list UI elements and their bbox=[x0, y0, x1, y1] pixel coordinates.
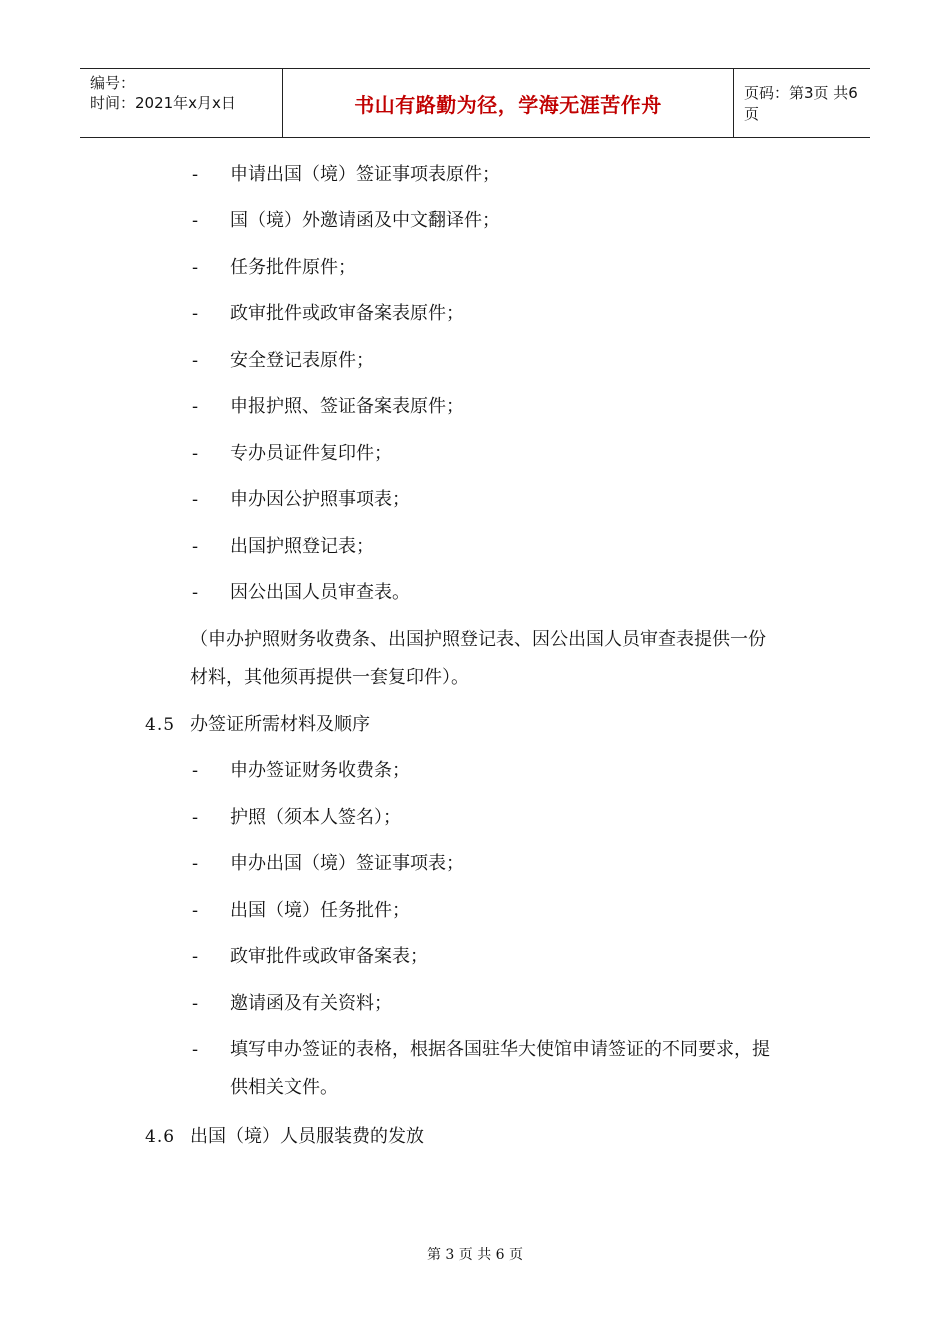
list-item: 出国护照登记表； bbox=[230, 536, 374, 557]
page-header bbox=[80, 68, 870, 138]
list-item: 出国（境）任务批件； bbox=[230, 900, 410, 921]
list-item: 因公出国人员审查表。 bbox=[230, 582, 410, 603]
header-page-info: 页码：第3页 共6页 bbox=[744, 84, 858, 123]
list-item: 护照（须本人签名）； bbox=[230, 807, 401, 828]
list-item: 申办出国（境）签证事项表； bbox=[230, 853, 464, 874]
header-meta bbox=[80, 69, 282, 137]
page-footer: 第 3 页 共 6 页 bbox=[426, 1247, 524, 1263]
list-bullet: - bbox=[192, 443, 199, 464]
list-item: 安全登记表原件； bbox=[230, 350, 374, 371]
list-item: 任务批件原件； bbox=[230, 257, 356, 278]
list-item: 政审批件或政审备案表； bbox=[230, 946, 428, 967]
list-item: 邀请函及有关资料； bbox=[230, 993, 392, 1014]
document-number-label: 编号： bbox=[90, 74, 136, 92]
section-title: 出国（境）人员服装费的发放 bbox=[190, 1126, 424, 1147]
section-number: 4.5 bbox=[145, 715, 176, 735]
section-number: 4.6 bbox=[145, 1127, 176, 1147]
document-date: 时间：2021年x月x日 bbox=[90, 94, 236, 112]
list-bullet: - bbox=[192, 303, 199, 324]
list-item: 政审批件或政审备案表原件； bbox=[230, 303, 464, 324]
list-bullet: - bbox=[192, 1039, 199, 1060]
list-bullet: - bbox=[192, 807, 199, 828]
header-motto: 书山有路勤为径，学海无涯苦作舟 bbox=[282, 69, 734, 137]
list-bullet: - bbox=[192, 536, 199, 557]
list-bullet: - bbox=[192, 350, 199, 371]
list-bullet: - bbox=[192, 946, 199, 967]
list-item: 申办因公护照事项表； bbox=[230, 489, 410, 510]
list-item: 国（境）外邀请函及中文翻译件； bbox=[230, 210, 500, 231]
list-bullet: - bbox=[192, 257, 199, 278]
list-bullet: - bbox=[192, 489, 199, 510]
list-bullet: - bbox=[192, 993, 199, 1014]
list-item: 申报护照、签证备案表原件； bbox=[230, 396, 464, 417]
list-bullet: - bbox=[192, 853, 199, 874]
list-bullet: - bbox=[192, 210, 199, 231]
list-bullet: - bbox=[192, 900, 199, 921]
section-title: 办签证所需材料及顺序 bbox=[190, 714, 370, 735]
list-item: 专办员证件复印件； bbox=[230, 443, 392, 464]
list-item-line-2: 供相关文件。 bbox=[230, 1077, 338, 1098]
list-item: 申办签证财务收费条； bbox=[230, 760, 410, 781]
list-bullet: - bbox=[192, 164, 199, 185]
note-line-2: 材料，其他须再提供一套复印件）。 bbox=[190, 667, 469, 688]
list-bullet: - bbox=[192, 582, 199, 603]
list-item-line-1: 填写申办签证的表格，根据各国驻华大使馆申请签证的不同要求，提 bbox=[230, 1039, 770, 1060]
note-line-1: （申办护照财务收费条、出国护照登记表、因公出国人员审查表提供一份 bbox=[190, 629, 766, 650]
list-bullet: - bbox=[192, 396, 199, 417]
list-bullet: - bbox=[192, 760, 199, 781]
list-item: 申请出国（境）签证事项表原件； bbox=[230, 164, 500, 185]
